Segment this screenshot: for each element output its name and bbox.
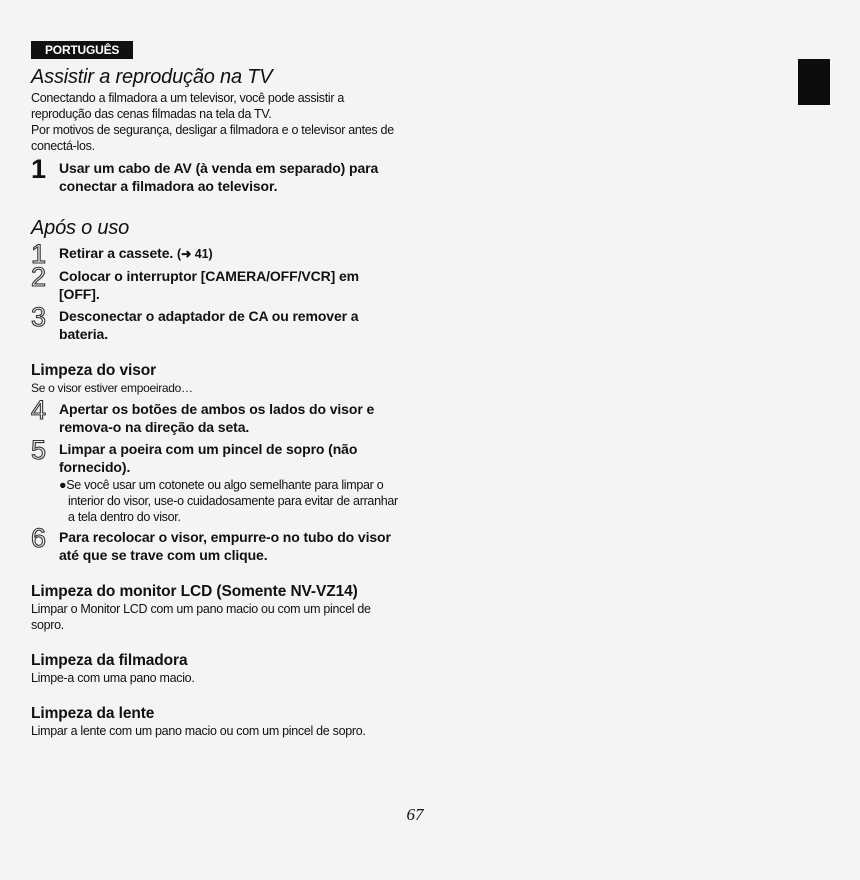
step-number: 4	[31, 395, 46, 425]
step-number: 3	[31, 302, 46, 332]
step-text: Colocar o interruptor [CAMERA/OFF/VCR] em [OFF].	[59, 268, 360, 302]
viewfinder-step-6	[31, 523, 401, 564]
viewfinder-step-4	[31, 395, 401, 436]
section-title-after-use: Após o uso	[31, 217, 130, 239]
section-title-lcd: Limpeza do monitor LCD (Somente NV-VZ14)	[31, 583, 358, 600]
tv-intro-1: Conectando a filmadora a um televisor, você pode assistir a reprodução das cenas filmadas na tela da TV.	[31, 91, 345, 121]
tv-intro-2: Por motivos de segurança, desligar a filmadora e o televisor antes de conectá-los.	[31, 123, 394, 153]
step-text: Usar um cabo de AV (à venda em separado) para conectar a filmadora ao televisor.	[59, 160, 379, 194]
viewfinder-intro: Se o visor estiver empoeirado…	[31, 381, 193, 395]
step-number: 1	[31, 154, 46, 184]
section-title-viewfinder: Limpeza do visor	[31, 362, 157, 379]
tv-step-1	[31, 154, 401, 195]
viewfinder-note: ●Se você usar um cotonete ou algo semelhante para limpar o interior do visor, use-o cuidadosamente para evitar de arranhar a tela dentro do visor.	[59, 478, 398, 524]
step-text: Para recolocar o visor, empurre-o no tubo do visor até que se trave com um clique.	[59, 529, 391, 563]
section-title-lens: Limpeza da lente	[31, 705, 155, 722]
step-number: 2	[31, 262, 46, 292]
after-step-1	[31, 239, 401, 269]
page-reference: (➜ 41)	[176, 247, 213, 261]
lens-text: Limpar a lente com um pano macio ou com um pincel de sopro.	[31, 724, 366, 738]
step-number: 1	[31, 239, 46, 269]
section-tab-marker	[798, 59, 830, 105]
section-title-camera: Limpeza da filmadora	[31, 652, 188, 669]
step-text: Apertar os botões de ambos os lados do visor e remova-o na direção da seta.	[59, 401, 375, 435]
after-step-3	[31, 302, 401, 343]
step-text: Desconectar o adaptador de CA ou remover a bateria.	[59, 308, 359, 342]
step-text: Limpar a poeira com um pincel de sopro (não fornecido).	[59, 441, 358, 475]
after-step-2	[31, 262, 401, 303]
step-text: Retirar a cassete.	[59, 245, 174, 261]
page-number: 67	[406, 805, 424, 824]
step-number: 5	[31, 435, 46, 465]
step-number: 6	[31, 523, 46, 553]
section-title-tv-playback: Assistir a reprodução na TV	[31, 66, 273, 88]
camera-text: Limpe-a com uma pano macio.	[31, 671, 195, 685]
lcd-text: Limpar o Monitor LCD com um pano macio ou com um pincel de sopro.	[31, 602, 371, 632]
page-content	[31, 41, 401, 739]
viewfinder-step-5	[31, 435, 401, 476]
language-tag: PORTUGUÊS	[31, 41, 133, 59]
